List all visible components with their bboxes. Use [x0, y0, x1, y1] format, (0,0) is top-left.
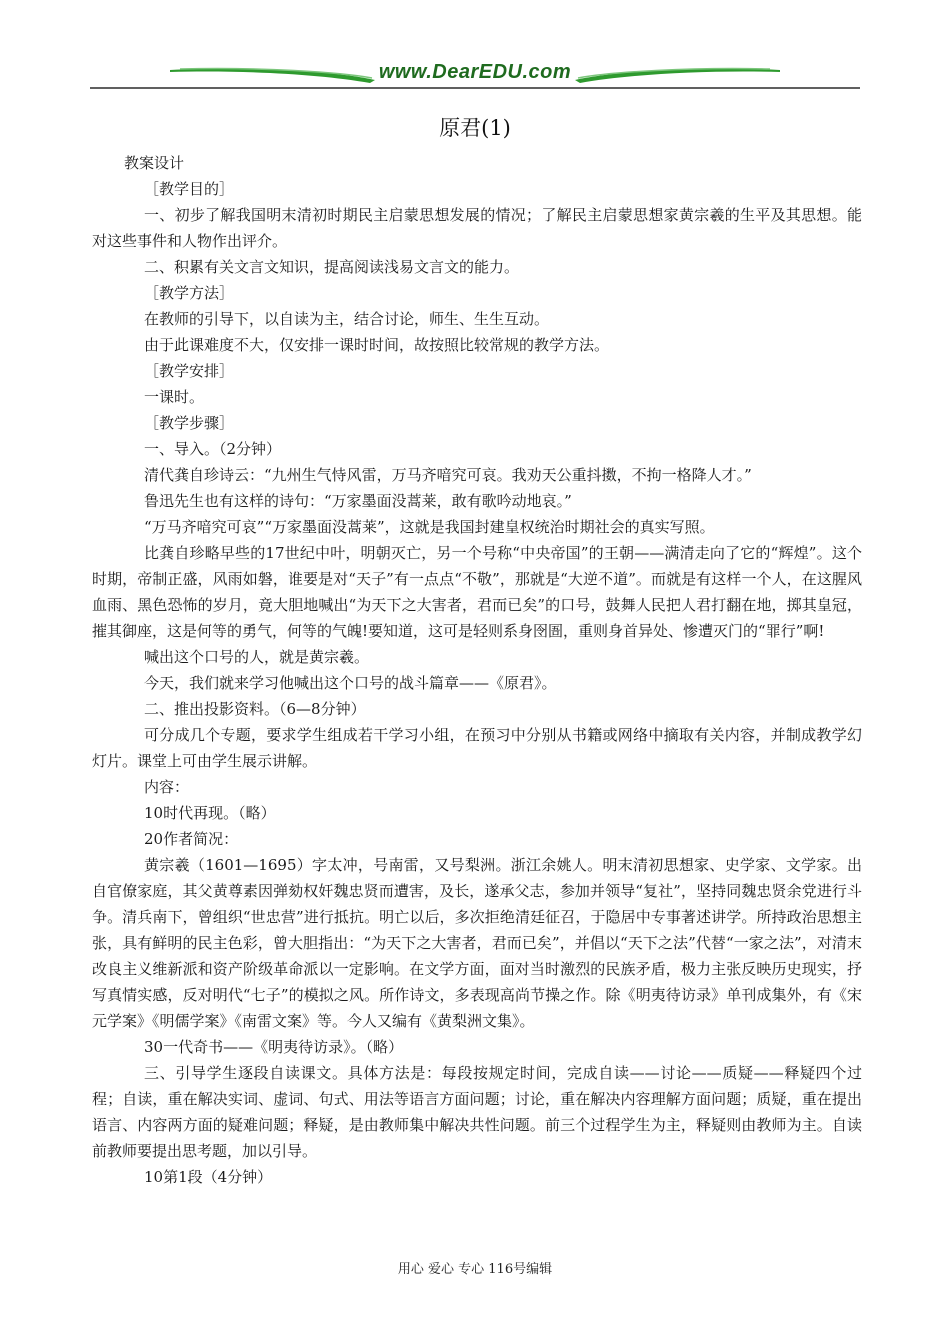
paragraph: 10第1段（4分钟） [144, 1168, 273, 1186]
paragraph: 二、推出投影资料。（6—8分钟） [144, 700, 366, 718]
paragraph: “万马齐喑究可哀”“万家墨面没蒿莱”，这就是我国封建皇权统治时期社会的真实写照。 [144, 518, 715, 536]
paragraph: 30一代奇书——《明夷待访录》。（略） [144, 1038, 404, 1056]
paragraph: ［教学安排］ [144, 362, 235, 380]
paragraph: 在教师的引导下，以自读为主，结合讨论，师生、生生互动。 [144, 310, 550, 328]
paragraph: 内容： [144, 778, 190, 796]
paragraph: 20作者简况： [144, 830, 239, 848]
paragraph: 一、初步了解我国明末清初时期民主启蒙思想发展的情况；了解民主启蒙思想家黄宗羲的生平及其思想。能对这些事件和人物作出评介。 [92, 206, 862, 250]
paragraph: 三、引导学生逐段自读课文。具体方法是：每段按规定时间，完成自读——讨论——质疑——释疑四个过程；自读，重在解决实词、虚词、句式、用法等语言方面问题；讨论，重在解决内容理解方面问题；质疑，重在提出语言、内容两方面的疑难问题；释疑，是由教师集中解决共性问题。前三个过程学生为主，释疑则由教师为主。自读前教师要提出思考题，加以引导。 [92, 1064, 862, 1160]
paragraph: 一课时。 [144, 388, 205, 406]
paragraph: ［教学步骤］ [144, 414, 235, 432]
site-logo-text: www.DearEDU.com [378, 61, 572, 83]
paragraph: ［教学目的］ [144, 180, 235, 198]
site-header [90, 58, 860, 90]
paragraph: 10时代再现。（略） [144, 804, 276, 822]
paragraph: 清代龚自珍诗云：“九州生气恃风雷，万马齐喑究可哀。我劝天公重抖擞，不拘一格降人才。” [144, 466, 752, 484]
page-footer: 用心 爱心 专心 116号编辑 [397, 1262, 553, 1277]
document-title: 原君(1) [439, 116, 511, 140]
paragraph: 今天，我们就来学习他喊出这个口号的战斗篇章——《原君》。 [144, 674, 557, 692]
paragraph: 由于此课难度不大，仅安排一课时时间，故按照比较常规的教学方法。 [144, 336, 610, 354]
paragraph: 可分成几个专题，要求学生组成若干学习小组，在预习中分别从书籍或网络中摘取有关内容，并制成教学幻灯片。课堂上可由学生展示讲解。 [92, 726, 862, 770]
document-body [92, 150, 862, 1190]
paragraph: ［教学方法］ [144, 284, 235, 302]
paragraph: 一、导入。（2分钟） [144, 440, 282, 458]
paragraph: 黄宗羲（1601—1695）字太冲，号南雷，又号梨洲。浙江余姚人。明末清初思想家、史学家、文学家。出自官僚家庭，其父黄尊素因弹劾权奸魏忠贤而遭害，及长，遂承父志，参加并领导“复社”，坚持同魏忠贤余党进行斗争。清兵南下，曾组织“世忠营”进行抵抗。明亡以后，多次拒绝清廷征召，于隐居中专事著述讲学。所持政治思想主张，具有鲜明的民主色彩，曾大胆指出：“为天下之大害者，君而已矣”，并倡以“天下之法”代替“一家之法”，对清末改良主义维新派和资产阶级革命派以一定影响。在文学方面，面对当时激烈的民族矛盾，极力主张反映历史现实，抒写真情实感，反对明代“七子”的模拟之风。所作诗文，多表现高尚节操之作。除《明夷待访录》单刊成集外，有《宋元学案》《明儒学案》《南雷文案》等。今人又编有《黄梨洲文集》。 [92, 856, 862, 1030]
paragraph: 鲁迅先生也有这样的诗句：“万家墨面没蒿莱，敢有歌吟动地哀。” [144, 492, 572, 510]
paragraph: 喊出这个口号的人，就是黄宗羲。 [144, 648, 370, 666]
paragraph: 教案设计 [124, 154, 185, 172]
paragraph: 二、积累有关文言文知识，提高阅读浅易文言文的能力。 [144, 258, 520, 276]
paragraph: 比龚自珍略早些的17世纪中叶，明朝灭亡，另一个号称“中央帝国”的王朝——满清走向了它的“辉煌”。这个时期，帝制正盛，风雨如磐，谁要是对“天子”有一点点“不敬”，那就是“大逆不道”。而就是有这样一个人，在这腥风血雨、黑色恐怖的岁月，竟大胆地喊出“为天下之大害者，君而已矣”的口号，鼓舞人民把人君打翻在地，掷其皇冠，摧其御座，这是何等的勇气，何等的气魄!要知道，这可是轻则系身囹圄，重则身首异处、惨遭灭门的“罪行”啊! [92, 544, 862, 640]
